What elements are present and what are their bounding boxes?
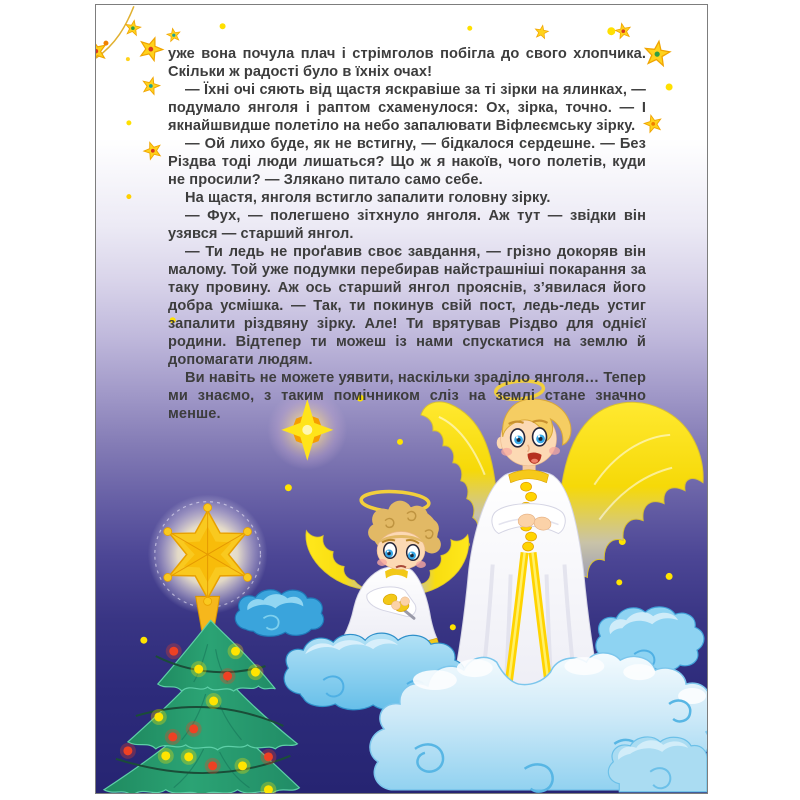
story-paragraph: — Ой лихо буде, як не встигну, — бідкалося сердешне. — Без Різдва тоді люди лишаться? Що ж я накоїв, чого полетів, куди не просили? — Злякано питало само себе.	[168, 136, 646, 188]
story-paragraph: — Ти ледь не проґавив своє завдання, — грізно докоряв він малому. Той уже подумки перебирав найстрашніші покарання за таку провину. Аж ось старший янгол прояснів, з’явилася його добра усмішка. — Так, ти покинув свій пост, ледь-ледь устиг запалити різдвяну зірку. Але! Ти врятував Різдво для однієї родини. Відтепер ти можеш із нами спускатися на землю й допомагати людям.	[168, 244, 646, 368]
story-paragraph: — Їхні очі сяють від щастя яскравіше за ті зірки на ялинках, — подумало янголя і раптом схаменулося: Ох, зірка, точно. — І якнайшвидше полетіло на небо запалювати Віфлеємську зірку.	[168, 82, 646, 134]
book-page	[95, 4, 708, 794]
christmas-tree	[104, 495, 299, 793]
little-angel-left-wing	[306, 531, 369, 590]
story-paragraph: На щастя, янголя встигло запалити головну зірку.	[185, 190, 551, 206]
story-paragraph: Ви навіть не можете уявити, наскільки зраділо янголя… Тепер ми знаємо, з таким помічником сліз на землі стане значно менше.	[168, 370, 646, 422]
cloud-bottom-right	[608, 737, 707, 792]
story-paragraph: — Фух, — полегшено зітхнуло янголя. Аж тут — звідки він узявся — старший янгол.	[168, 208, 646, 242]
story-text	[168, 45, 646, 423]
cloud-small-dark	[235, 590, 323, 636]
story-paragraph: уже вона почула плач і стрімголов побігла до свого хлопчика. Скільки ж радості було в їхніх очах!	[168, 46, 646, 80]
